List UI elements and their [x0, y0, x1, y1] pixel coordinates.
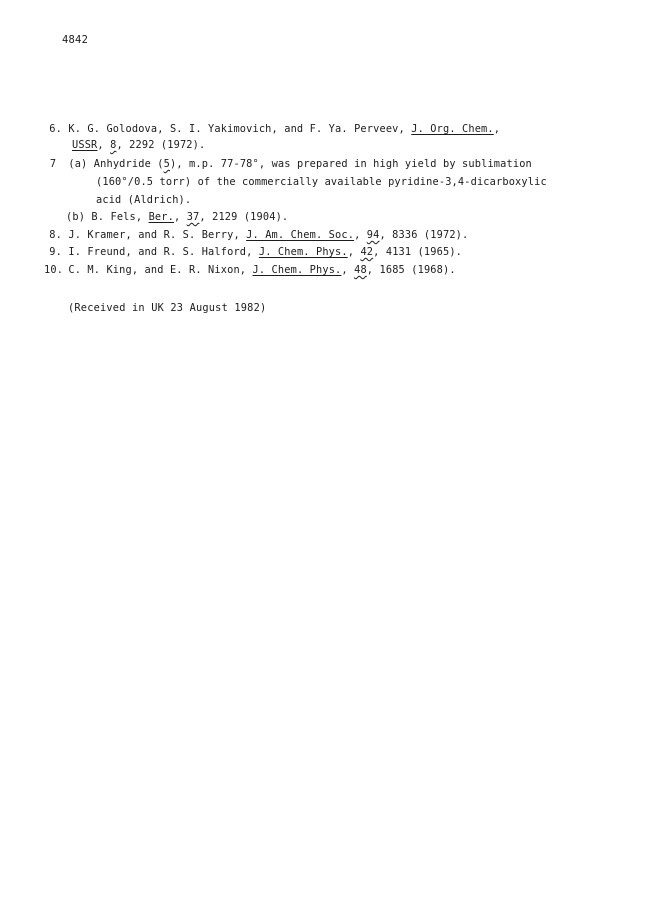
reference-6-sep: ,	[97, 139, 111, 151]
reference-8-sep: ,	[354, 229, 367, 241]
reference-7b-volume: 37	[186, 211, 200, 223]
reference-10-sep: ,	[341, 264, 355, 276]
reference-7-line-a2	[96, 175, 547, 189]
reference-10-volume: 48	[354, 264, 367, 276]
reference-6-volume: 8	[110, 139, 117, 151]
reference-6-comma: ,	[493, 123, 501, 135]
reference-10-line	[44, 263, 456, 277]
reference-10-number: 10.	[44, 264, 64, 276]
reference-7b-journal: Ber.	[148, 211, 174, 223]
reference-9-line	[44, 245, 462, 259]
reference-7-number: 7	[49, 158, 57, 170]
reference-10-authors: C. M. King, and E. R. Nixon,	[68, 264, 253, 276]
reference-9-number: 9.	[49, 246, 62, 258]
reference-10-journal: J. Chem. Phys.	[252, 264, 342, 276]
reference-6-journal: J. Org. Chem.	[411, 123, 494, 135]
reference-8-volume: 94	[366, 229, 380, 241]
reference-9-authors: I. Freund, and R. S. Halford,	[68, 246, 259, 258]
reference-7-line-b	[66, 210, 288, 224]
reference-9-sep: ,	[347, 246, 361, 258]
reference-7a-text-3: acid (Aldrich).	[96, 194, 192, 206]
received-date: (Received in UK 23 August 1982)	[68, 302, 267, 314]
reference-7b-pages-year: , 2129 (1904).	[199, 211, 289, 223]
reference-7a-text-start: Anhydride (	[93, 158, 164, 170]
page-number: 4842	[62, 34, 89, 46]
reference-6-journal-cont: USSR	[72, 139, 98, 151]
reference-6-line-2	[72, 138, 205, 152]
reference-7b-author: B. Fels,	[91, 211, 149, 223]
reference-7-label-b: (b)	[66, 211, 86, 223]
reference-7-line-a1	[44, 157, 532, 171]
reference-9-volume: 42	[360, 246, 374, 258]
reference-7a-text-end: ), m.p. 77-78°, was prepared in high yield by sublimation	[169, 158, 532, 170]
reference-7a-text-2: (160°/0.5 torr) of the commercially available pyridine-3,4-dicarboxylic	[96, 176, 547, 188]
reference-10-pages-year: , 1685 (1968).	[366, 264, 456, 276]
reference-8-number: 8.	[49, 229, 62, 241]
reference-8-line	[44, 228, 468, 242]
reference-6-pages-year: , 2292 (1972).	[116, 139, 206, 151]
reference-7b-sep: ,	[173, 211, 187, 223]
reference-7-line-a3	[96, 193, 191, 207]
reference-7a-compound: 5	[163, 158, 170, 170]
reference-8-pages-year: , 8336 (1972).	[379, 229, 469, 241]
reference-6-authors: K. G. Golodova, S. I. Yakimovich, and F. Ya. Perveev,	[68, 123, 412, 135]
reference-9-pages-year: , 4131 (1965).	[373, 246, 463, 258]
reference-8-authors: J. Kramer, and R. S. Berry,	[68, 229, 247, 241]
reference-9-journal: J. Chem. Phys.	[258, 246, 348, 258]
reference-7-label-a: (a)	[68, 158, 88, 170]
reference-6-line-1	[44, 122, 500, 136]
reference-8-journal: J. Am. Chem. Soc.	[246, 229, 355, 241]
reference-6-number: 6.	[49, 123, 62, 135]
